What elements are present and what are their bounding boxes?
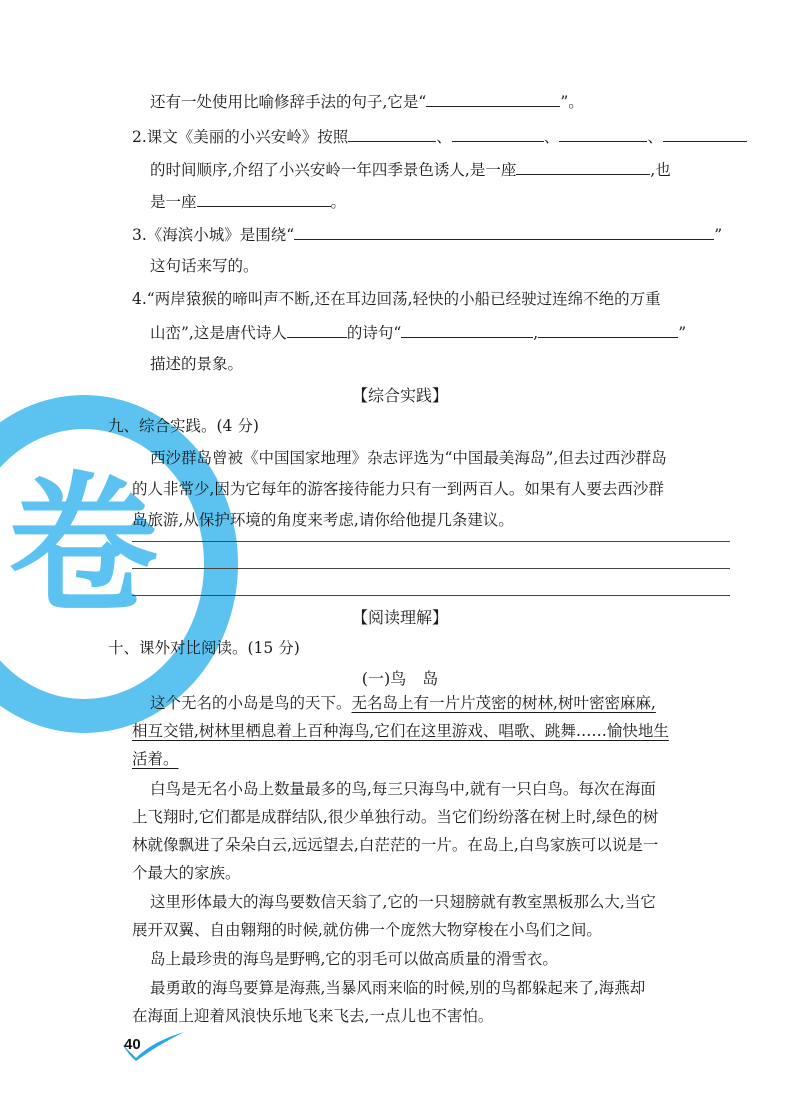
p1-line1: 这个无名的小岛是鸟的天下。无名岛上有一片片茂密的树林,树叶密密麻麻, xyxy=(150,694,656,712)
p2-line3: 林就像飘进了朵朵白云,远远望去,白茫茫的一片。在岛上,白鸟家族可以说是一 xyxy=(132,836,659,854)
p1-line2: 相互交错,树林里栖息着上百种海鸟,它们在这里游戏、唱歌、跳舞……愉快地生 xyxy=(132,722,669,740)
q4-line1: 4.“两岸猿猴的啼叫声不断,还在耳边回荡,轻快的小船已经驶过连绵不绝的万重 xyxy=(132,290,661,308)
answer-blank[interactable] xyxy=(287,321,347,338)
q4-line3: 描述的景象。 xyxy=(150,355,244,373)
q1-continuation: 还有一处使用比喻修辞手法的句子,它是“ ”。 xyxy=(150,90,584,113)
q2-line1: 2.课文《美丽的小兴安岭》按照 、 、 、 xyxy=(132,125,747,148)
p2-line1: 白鸟是无名小岛上数量最多的鸟,每三只海鸟中,就有一只白鸟。每次在海面 xyxy=(150,780,656,798)
section-practice-heading: 【综合实践】 xyxy=(351,386,448,405)
answer-blank[interactable] xyxy=(294,223,714,240)
p2-line4: 个最大的家族。 xyxy=(132,864,241,882)
p1-line3: 活着。 xyxy=(132,750,179,768)
q9-line3: 岛旅游,从保护环境的角度来考虑,请你给他提几条建议。 xyxy=(132,511,514,529)
q4-line2: 山峦”,这是唐代诗人 的诗句“ , ” xyxy=(150,321,686,344)
answer-blank[interactable] xyxy=(401,321,533,338)
answer-blank[interactable] xyxy=(559,125,647,142)
q2-line2: 的时间顺序,介绍了小兴安岭一年四季景色诱人,是一座 ,也 xyxy=(150,158,671,181)
q9-line2: 的人非常少,因为它每年的游客接待能力只有一到两百人。如果有人要去西沙群 xyxy=(132,480,664,498)
p3-line2: 展开双翼、自由翱翔的时候,就仿佛一个庞然大物穿梭在小鸟们之间。 xyxy=(132,921,602,939)
p4-line1: 岛上最珍贵的海鸟是野鸭,它的羽毛可以做高质量的滑雪衣。 xyxy=(150,950,558,968)
p5-line2: 在海面上迎着风浪快乐地飞来飞去,一点儿也不害怕。 xyxy=(132,1007,494,1025)
p5-line1: 最勇敢的海鸟要算是海燕,当暴风雨来临的时候,别的鸟都躲起来了,海燕却 xyxy=(150,979,646,997)
section-reading-heading: 【阅读理解】 xyxy=(351,608,448,627)
p3-line1: 这里形体最大的海鸟要数信天翁了,它的一只翅膀就有教室黑板那么大,当它 xyxy=(150,893,656,911)
answer-blank[interactable] xyxy=(426,90,560,107)
answer-blank[interactable] xyxy=(348,125,436,142)
q9-title: 九、综合实践。(4 分) xyxy=(108,417,259,435)
answer-blank[interactable] xyxy=(538,321,678,338)
q3-line2: 这句话来写的。 xyxy=(150,257,259,275)
page-number: 40 xyxy=(124,1036,141,1053)
watermark-glyph: 卷 xyxy=(8,457,159,633)
answer-blank[interactable] xyxy=(452,125,544,142)
answer-line[interactable] xyxy=(132,541,730,542)
q10-title: 十、课外对比阅读。(15 分) xyxy=(108,639,300,657)
q3-line1: 3.《海滨小城》是围绕“ ” xyxy=(132,223,722,246)
answer-line[interactable] xyxy=(132,595,730,596)
q9-line1: 西沙群岛曾被《中国国家地理》杂志评选为“中国最美海岛”,但去过西沙群岛 xyxy=(150,449,667,467)
answer-blank[interactable] xyxy=(197,190,331,207)
p2-line2: 上飞翔时,它们都是成群结队,很少单独行动。当它们纷纷落在树上时,绿色的树 xyxy=(132,808,659,826)
passage-title: (一)鸟 岛 xyxy=(361,669,439,688)
q2-line3: 是一座 。 xyxy=(150,190,346,213)
answer-blank[interactable] xyxy=(516,158,650,175)
answer-blank[interactable] xyxy=(663,125,747,142)
answer-line[interactable] xyxy=(132,568,730,569)
